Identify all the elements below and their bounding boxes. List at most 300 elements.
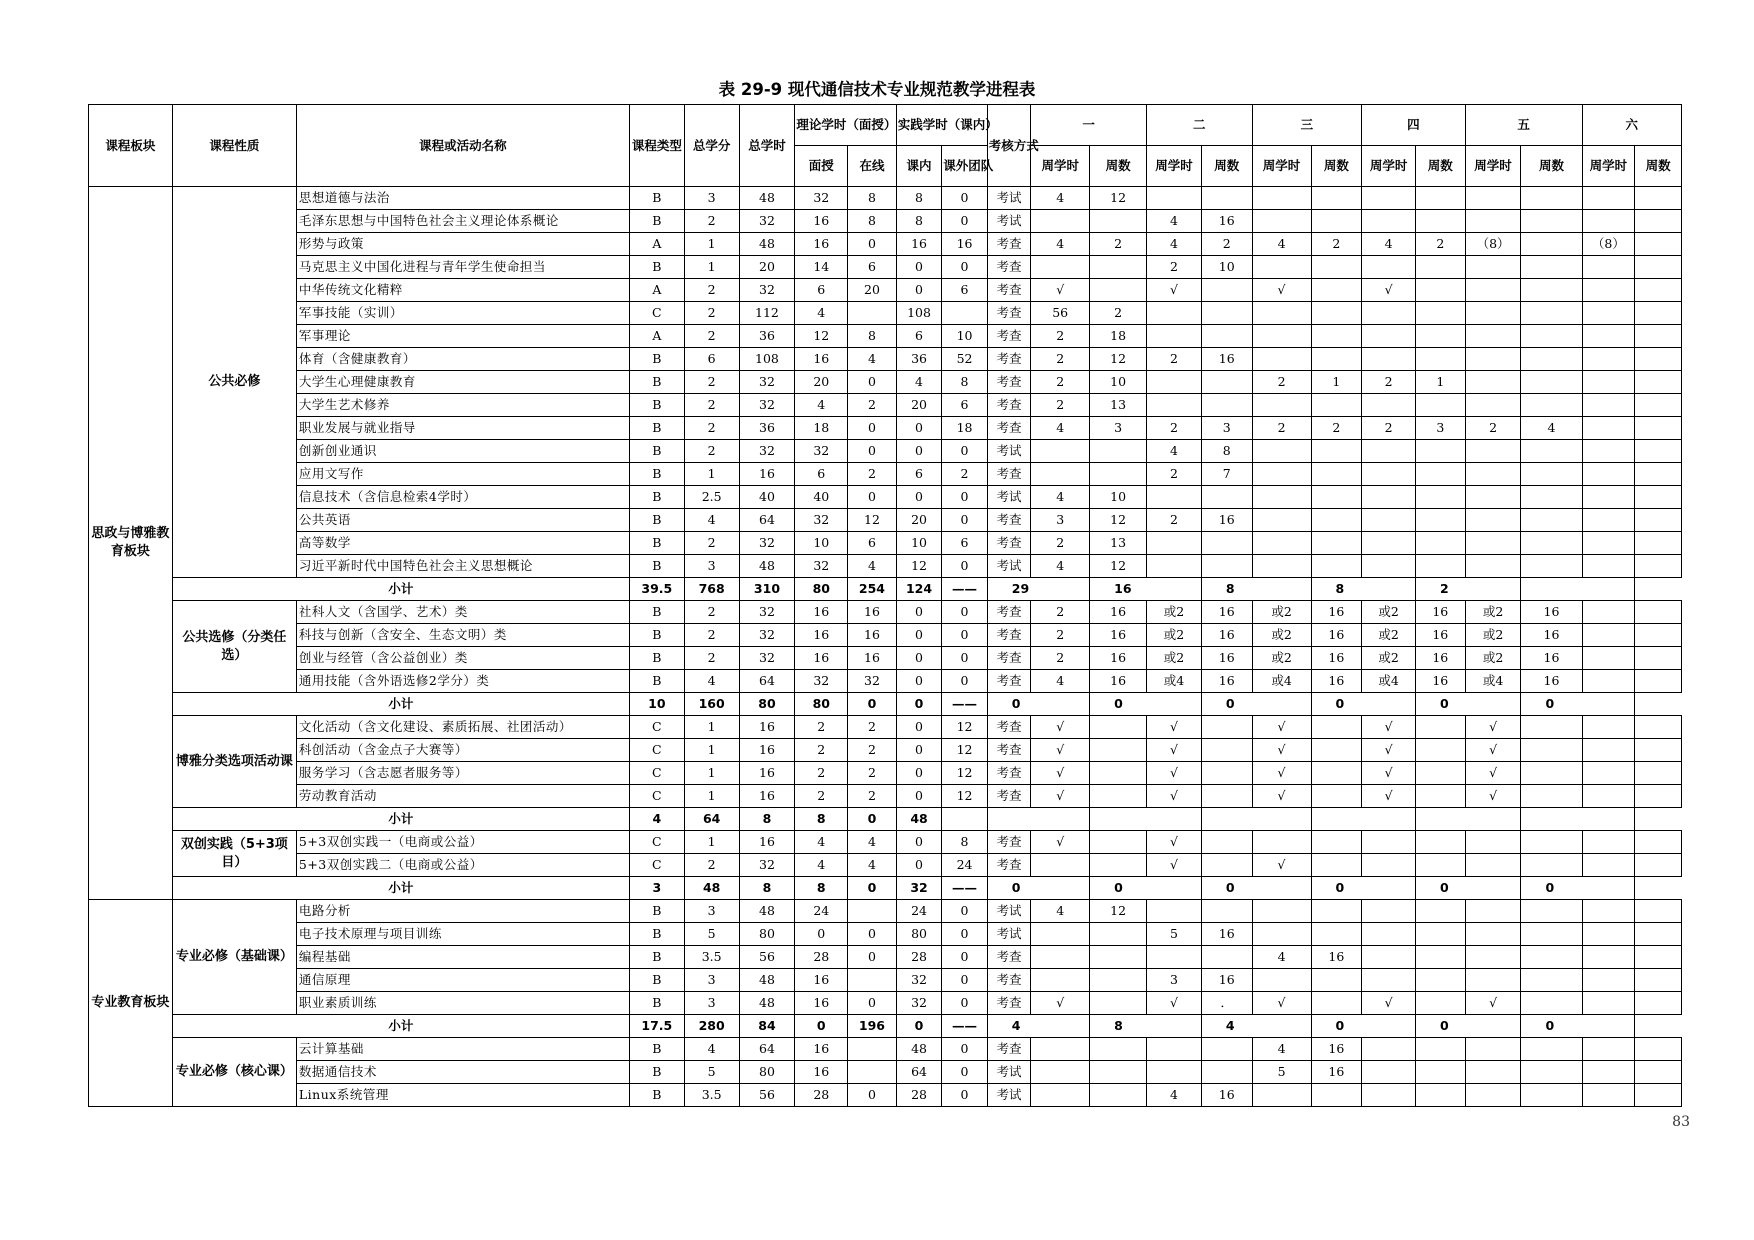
- cell: [1465, 371, 1521, 394]
- cell: 2: [795, 716, 848, 739]
- cell: 考查: [987, 463, 1030, 486]
- cell: 4: [1031, 900, 1090, 923]
- cell: 2: [684, 371, 739, 394]
- cell: 3: [1201, 417, 1252, 440]
- table-row: [89, 348, 1682, 371]
- cell: 1: [684, 233, 739, 256]
- cell: [1465, 463, 1521, 486]
- cell: [1521, 831, 1582, 854]
- header-weeks: 周数: [1415, 146, 1465, 187]
- cell: [1090, 739, 1147, 762]
- header-block: 课程板块: [89, 105, 173, 187]
- cell: [1521, 486, 1582, 509]
- cell: [1311, 486, 1362, 509]
- cell: 18: [1090, 325, 1147, 348]
- cell: [1521, 946, 1582, 969]
- cell: [1415, 946, 1465, 969]
- cell: [1635, 187, 1682, 210]
- table-row: [89, 302, 1682, 325]
- cell: [1582, 532, 1635, 555]
- cell: 2: [1415, 233, 1465, 256]
- cell: 16: [1090, 601, 1147, 624]
- cell: √: [1252, 279, 1311, 302]
- cell: 考查: [987, 509, 1030, 532]
- cell: [1311, 325, 1362, 348]
- cell: 40: [739, 486, 795, 509]
- subtotal-cell: 48: [896, 808, 942, 831]
- header-weeks: 周数: [1521, 146, 1582, 187]
- cell: [1362, 831, 1416, 854]
- course-name: 5+3双创实践二（电商或公益）: [296, 854, 629, 877]
- cell: [1415, 256, 1465, 279]
- cell: 或2: [1252, 624, 1311, 647]
- cell: 28: [795, 1084, 848, 1107]
- cell: 2: [684, 302, 739, 325]
- table-row: [89, 946, 1682, 969]
- cell: 0: [942, 256, 988, 279]
- cell: 4: [795, 854, 848, 877]
- cell: C: [629, 302, 684, 325]
- cell: [1201, 532, 1252, 555]
- cell: 32: [739, 624, 795, 647]
- cell: 48: [896, 1038, 942, 1061]
- cell: 0: [896, 279, 942, 302]
- table-row: [89, 831, 1682, 854]
- cell: [1362, 302, 1416, 325]
- cell: [1635, 233, 1682, 256]
- cell: 考查: [987, 1038, 1030, 1061]
- subtotal-label: 小计: [172, 877, 629, 900]
- cell: [1582, 601, 1635, 624]
- cell: [1311, 762, 1362, 785]
- cell: [1362, 394, 1416, 417]
- cell: 16: [739, 785, 795, 808]
- cell: [1252, 555, 1311, 578]
- cell: [1521, 509, 1582, 532]
- subtotal-semester: 4: [987, 1015, 1089, 1038]
- subtotal-label: 小计: [172, 808, 629, 831]
- cell: 3.5: [684, 1084, 739, 1107]
- cell: 4: [684, 509, 739, 532]
- cell: 32: [739, 394, 795, 417]
- course-name: 通用技能（含外语选修2学分）类: [296, 670, 629, 693]
- subtotal-cell: 64: [684, 808, 739, 831]
- cell: 16: [1201, 509, 1252, 532]
- cell: B: [629, 900, 684, 923]
- header-weekly-hours: 周学时: [1362, 146, 1416, 187]
- cell: 12: [848, 509, 897, 532]
- cell: [1465, 509, 1521, 532]
- cell: 2: [848, 785, 897, 808]
- cell: 2: [684, 624, 739, 647]
- cell: [1311, 509, 1362, 532]
- cell: 10: [1090, 371, 1147, 394]
- cell: [1582, 325, 1635, 348]
- cell: [1415, 187, 1465, 210]
- cell: [1635, 670, 1682, 693]
- cell: 或2: [1147, 601, 1202, 624]
- subtotal-cell: 80: [795, 693, 848, 716]
- cell: 0: [942, 992, 988, 1015]
- course-name: 科技与创新（含安全、生态文明）类: [296, 624, 629, 647]
- cell: 2: [684, 601, 739, 624]
- cell: 6: [942, 394, 988, 417]
- cell: [1090, 1038, 1147, 1061]
- cell: [1311, 279, 1362, 302]
- cell: 64: [739, 670, 795, 693]
- cell: 0: [942, 486, 988, 509]
- cell: B: [629, 624, 684, 647]
- cell: √: [1252, 992, 1311, 1015]
- subtotal-semester: 0: [1521, 877, 1635, 900]
- cell: [1147, 371, 1202, 394]
- cell: 8: [942, 831, 988, 854]
- cell: [1147, 325, 1202, 348]
- cell: 0: [942, 969, 988, 992]
- cell: [1147, 302, 1202, 325]
- cell: [1415, 509, 1465, 532]
- header-weekly-hours: 周学时: [1147, 146, 1202, 187]
- cell: [1582, 463, 1635, 486]
- subtotal-cell: 0: [896, 693, 942, 716]
- cell: 32: [739, 210, 795, 233]
- cell: [1635, 739, 1682, 762]
- cell: 80: [739, 1061, 795, 1084]
- cell: 12: [1090, 555, 1147, 578]
- group-cell: 专业必修（基础课）: [172, 900, 296, 1015]
- cell: [1582, 1038, 1635, 1061]
- cell: B: [629, 647, 684, 670]
- cell: 6: [896, 325, 942, 348]
- cell: √: [1362, 279, 1416, 302]
- cell: 12: [896, 555, 942, 578]
- cell: √: [1147, 279, 1202, 302]
- cell: [1521, 325, 1582, 348]
- cell: [1090, 946, 1147, 969]
- cell: [1362, 1084, 1416, 1107]
- table-row: [89, 486, 1682, 509]
- cell: 3: [684, 555, 739, 578]
- cell: 16: [1090, 647, 1147, 670]
- cell: [1201, 762, 1252, 785]
- cell: [1521, 233, 1582, 256]
- course-name: 科创活动（含金点子大赛等）: [296, 739, 629, 762]
- cell: 6: [795, 279, 848, 302]
- cell: 4: [1031, 417, 1090, 440]
- course-name: 马克思主义中国化进程与青年学生使命担当: [296, 256, 629, 279]
- table-row: [89, 992, 1682, 1015]
- cell: [1090, 256, 1147, 279]
- cell: [1311, 532, 1362, 555]
- cell: 3: [684, 992, 739, 1015]
- cell: B: [629, 394, 684, 417]
- course-name: 形势与政策: [296, 233, 629, 256]
- cell: 4: [795, 831, 848, 854]
- cell: [1635, 279, 1682, 302]
- cell: [1201, 831, 1252, 854]
- header-weekly-hours: 周学时: [1465, 146, 1521, 187]
- cell: 108: [896, 302, 942, 325]
- cell: 6: [942, 532, 988, 555]
- header-semester-6: 六: [1582, 105, 1681, 146]
- cell: [1635, 394, 1682, 417]
- cell: 考查: [987, 670, 1030, 693]
- cell: [1582, 969, 1635, 992]
- cell: 20: [896, 394, 942, 417]
- cell: 4: [848, 555, 897, 578]
- cell: [1201, 325, 1252, 348]
- table-row: [89, 647, 1682, 670]
- cell: 0: [942, 210, 988, 233]
- course-name: 中华传统文化精粹: [296, 279, 629, 302]
- cell: 0: [848, 946, 897, 969]
- cell: 16: [1415, 624, 1465, 647]
- cell: 16: [1201, 624, 1252, 647]
- cell: 52: [942, 348, 988, 371]
- cell: [1311, 440, 1362, 463]
- cell: 16: [795, 233, 848, 256]
- cell: [1465, 532, 1521, 555]
- header-theory: 理论学时（面授）: [795, 105, 896, 146]
- cell: 16: [1090, 670, 1147, 693]
- cell: [1147, 555, 1202, 578]
- cell: 32: [739, 440, 795, 463]
- cell: 16: [1201, 923, 1252, 946]
- cell: [1415, 1084, 1465, 1107]
- cell: [1465, 946, 1521, 969]
- cell: [1031, 923, 1090, 946]
- table-row: [89, 325, 1682, 348]
- cell: 2: [1311, 233, 1362, 256]
- subtotal-semester: 0: [1201, 877, 1311, 900]
- cell: [1521, 1084, 1582, 1107]
- cell: [1635, 1061, 1682, 1084]
- cell: 2: [1362, 371, 1416, 394]
- cell: [1415, 854, 1465, 877]
- group-cell: 公共选修（分类任选）: [172, 601, 296, 693]
- cell: [1090, 854, 1147, 877]
- cell: 48: [739, 187, 795, 210]
- cell: [1201, 946, 1252, 969]
- cell: 考查: [987, 992, 1030, 1015]
- cell: [1031, 1084, 1090, 1107]
- subtotal-cell: 0: [896, 1015, 942, 1038]
- cell: 16: [739, 739, 795, 762]
- subtotal-cell: 32: [896, 877, 942, 900]
- cell: [1635, 1084, 1682, 1107]
- cell: 16: [1090, 624, 1147, 647]
- subtotal-cell: 84: [739, 1015, 795, 1038]
- cell: [1635, 900, 1682, 923]
- page-number: 83: [1672, 1114, 1690, 1130]
- cell: 16: [848, 647, 897, 670]
- cell: 考查: [987, 624, 1030, 647]
- cell: 考查: [987, 946, 1030, 969]
- cell: [1635, 325, 1682, 348]
- cell: [1252, 532, 1311, 555]
- cell: 32: [739, 601, 795, 624]
- subtotal-semester: 0: [1415, 693, 1521, 716]
- cell: [1252, 302, 1311, 325]
- cell: 或2: [1465, 624, 1521, 647]
- cell: B: [629, 256, 684, 279]
- cell: [1635, 463, 1682, 486]
- cell: 0: [942, 670, 988, 693]
- course-name: 思想道德与法治: [296, 187, 629, 210]
- cell: [1521, 187, 1582, 210]
- subtotal-label: 小计: [172, 1015, 629, 1038]
- subtotal-cell: 80: [795, 578, 848, 601]
- cell: [1635, 509, 1682, 532]
- cell: √: [1031, 762, 1090, 785]
- cell: 13: [1090, 394, 1147, 417]
- cell: B: [629, 969, 684, 992]
- cell: [1311, 716, 1362, 739]
- cell: [1521, 1038, 1582, 1061]
- cell: [1090, 463, 1147, 486]
- cell: 0: [896, 854, 942, 877]
- cell: [1582, 371, 1635, 394]
- cell: [1521, 256, 1582, 279]
- cell: 16: [1201, 969, 1252, 992]
- header-semester-3: 三: [1252, 105, 1362, 146]
- cell: 考查: [987, 716, 1030, 739]
- cell: 2: [1031, 394, 1090, 417]
- cell: √: [1362, 785, 1416, 808]
- cell: [1415, 325, 1465, 348]
- cell: [1201, 716, 1252, 739]
- cell: 2: [684, 279, 739, 302]
- subtotal-semester: 0: [1311, 1015, 1415, 1038]
- cell: 0: [896, 670, 942, 693]
- cell: 0: [942, 440, 988, 463]
- cell: √: [1252, 762, 1311, 785]
- cell: [1311, 302, 1362, 325]
- cell: 4: [795, 394, 848, 417]
- header-weeks: 周数: [1090, 146, 1147, 187]
- cell: √: [1147, 762, 1202, 785]
- cell: 8: [896, 187, 942, 210]
- cell: √: [1031, 739, 1090, 762]
- cell: 2: [1031, 348, 1090, 371]
- table-row: [89, 394, 1682, 417]
- table-row: [89, 716, 1682, 739]
- cell: 2: [684, 394, 739, 417]
- cell: 6: [848, 532, 897, 555]
- cell: √: [1147, 831, 1202, 854]
- cell: [1635, 923, 1682, 946]
- cell: 考查: [987, 785, 1030, 808]
- cell: [1362, 463, 1416, 486]
- cell: 2: [848, 739, 897, 762]
- cell: 2: [1031, 371, 1090, 394]
- subtotal-semester: 2: [1415, 578, 1521, 601]
- cell: [1311, 739, 1362, 762]
- cell: [1311, 992, 1362, 1015]
- cell: [1201, 785, 1252, 808]
- cell: [1635, 417, 1682, 440]
- cell: B: [629, 601, 684, 624]
- cell: 16: [1415, 601, 1465, 624]
- table-row: [89, 463, 1682, 486]
- cell: （8）: [1582, 233, 1635, 256]
- cell: 3: [1090, 417, 1147, 440]
- cell: 64: [896, 1061, 942, 1084]
- subtotal-semester: 8: [1201, 578, 1311, 601]
- cell: 3: [1031, 509, 1090, 532]
- cell: 0: [848, 992, 897, 1015]
- course-name: 大学生艺术修养: [296, 394, 629, 417]
- cell: 16: [848, 624, 897, 647]
- table-row: [89, 854, 1682, 877]
- cell: 2: [684, 417, 739, 440]
- cell: [1147, 946, 1202, 969]
- cell: [1362, 532, 1416, 555]
- cell: [1635, 532, 1682, 555]
- cell: [1362, 1038, 1416, 1061]
- cell: [1521, 900, 1582, 923]
- cell: 3: [684, 187, 739, 210]
- course-name: Linux系统管理: [296, 1084, 629, 1107]
- cell: 考查: [987, 302, 1030, 325]
- cell: 考试: [987, 486, 1030, 509]
- course-name: 信息技术（含信息检索4学时）: [296, 486, 629, 509]
- cell: 1: [1415, 371, 1465, 394]
- cell: 16: [942, 233, 988, 256]
- cell: 16: [896, 233, 942, 256]
- cell: B: [629, 417, 684, 440]
- table-row: [89, 417, 1682, 440]
- cell: [1201, 1061, 1252, 1084]
- subtotal-semester: 8: [1311, 578, 1415, 601]
- subtotal-cell: 3: [629, 877, 684, 900]
- subtotal-semester: 0: [1201, 693, 1311, 716]
- cell: [1465, 394, 1521, 417]
- cell: 16: [1311, 946, 1362, 969]
- block-cell: 思政与博雅教育板块: [89, 187, 173, 900]
- cell: 2: [1311, 417, 1362, 440]
- cell: [942, 302, 988, 325]
- cell: 考试: [987, 1084, 1030, 1107]
- header-semester-4: 四: [1362, 105, 1465, 146]
- cell: [1311, 348, 1362, 371]
- cell: 16: [1415, 647, 1465, 670]
- cell: [1415, 210, 1465, 233]
- cell: [1311, 785, 1362, 808]
- cell: 24: [795, 900, 848, 923]
- cell: 64: [739, 509, 795, 532]
- cell: 2: [1090, 233, 1147, 256]
- group-cell: 公共必修: [172, 187, 296, 578]
- header-semester-2: 二: [1147, 105, 1253, 146]
- cell: 考试: [987, 210, 1030, 233]
- cell: 0: [896, 739, 942, 762]
- cell: 12: [1090, 509, 1147, 532]
- cell: 0: [896, 417, 942, 440]
- cell: 考查: [987, 532, 1030, 555]
- table-row: [89, 555, 1682, 578]
- cell: 0: [942, 187, 988, 210]
- cell: [1415, 1038, 1465, 1061]
- cell: 1: [684, 463, 739, 486]
- subtotal-cell: 80: [739, 693, 795, 716]
- cell: [1582, 555, 1635, 578]
- cell: [1031, 256, 1090, 279]
- cell: [1582, 762, 1635, 785]
- subtotal-label: 小计: [172, 693, 629, 716]
- subtotal-cell: 8: [739, 808, 795, 831]
- header-semester-1: 一: [1031, 105, 1147, 146]
